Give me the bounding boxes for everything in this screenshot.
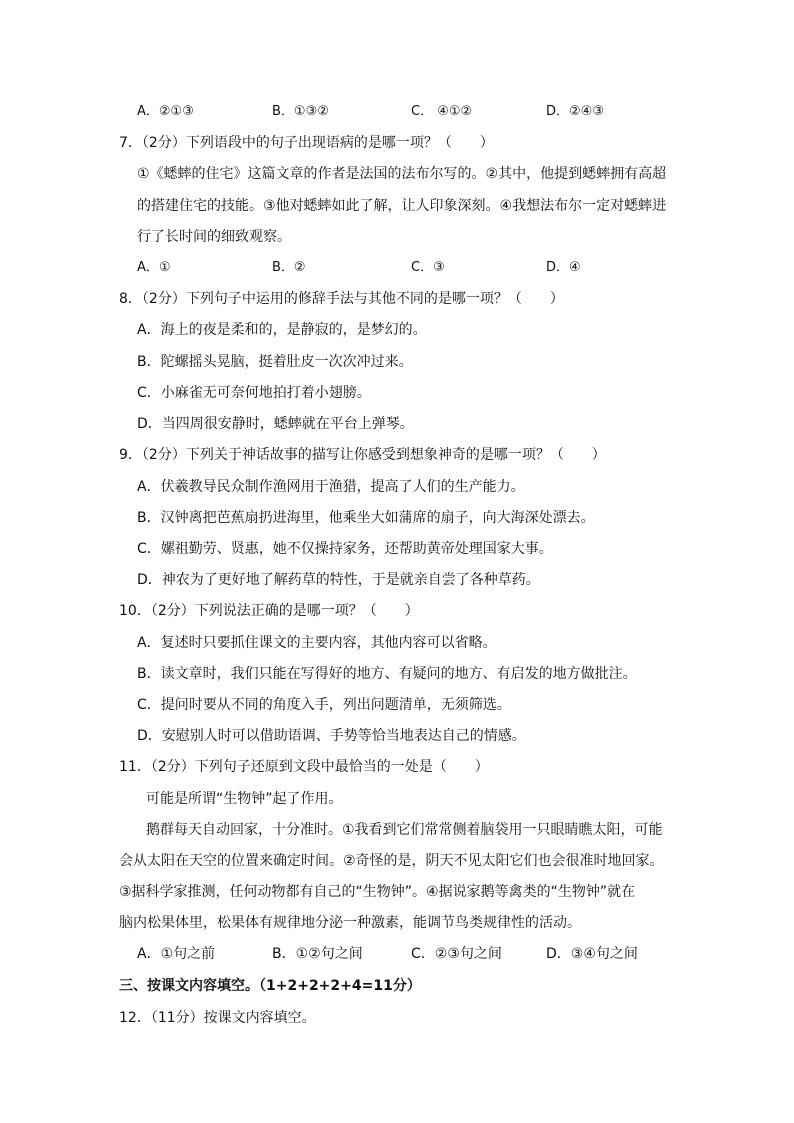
q7-option-c: C．③ — [411, 260, 445, 275]
q11-option-d: D．③④句之间 — [546, 946, 638, 962]
q6-option-c: C． ④①② — [411, 104, 473, 119]
q6-option-d: D．②④③ — [546, 104, 604, 119]
q6-option-b: B．①③② — [272, 104, 329, 119]
q10-option-d: D．安慰别人时可以借助语调、手势等恰当地表达自己的情感。 — [137, 728, 526, 744]
q7-passage-line-2: 的搭建住宅的技能。③他对蟋蟀如此了解，让人印象深刻。④我想法布尔一定对蟋蟀进 — [137, 198, 667, 214]
q11-passage-line-3: ③据科学家推测，任何动物都有自己的“生物钟”。④据说家鹅等禽类的“生物钟”就在 — [119, 884, 636, 900]
q9-option-c: C．嫘祖勤劳、贤惠，她不仅操持家务，还帮助黄帝处理国家大事。 — [137, 541, 553, 557]
section-3-heading: 三、按课文内容填空。（1+2+2+2+4=11分） — [119, 978, 421, 994]
q11-stem: 11．（2分）下列句子还原到文段中最恰当的一处是（ ） — [119, 759, 489, 775]
q9-option-a: A．伏羲教导民众制作渔网用于渔猎，提高了人们的生产能力。 — [137, 479, 525, 495]
q10-option-c: C．提问时要从不同的角度入手，列出问题清单，无须筛选。 — [137, 697, 511, 713]
q8-option-a: A．海上的夜是柔和的，是静寂的，是梦幻的。 — [137, 322, 427, 338]
q11-passage-line-2: 会从太阳在天空的位置来确定时间。②奇怪的是，阴天不见太阳它们也会很准时地回家。 — [119, 853, 664, 869]
q9-stem: 9．（2分）下列关于神话故事的描写让你感受到想象神奇的是哪一项？（ ） — [119, 447, 606, 463]
q12-stem: 12．（11分）按课文内容填空。 — [119, 1010, 316, 1026]
q6-option-a: A．②①③ — [137, 104, 194, 119]
q8-option-c: C．小麻雀无可奈何地拍打着小翅膀。 — [137, 385, 371, 401]
q7-option-b: B．② — [272, 260, 306, 275]
q10-stem: 10．（2分）下列说法正确的是哪一项？（ ） — [119, 603, 419, 619]
q7-passage-line-1: ①《蟋蟀的住宅》这篇文章的作者是法国的法布尔写的。②其中，他提到蟋蟀拥有高超 — [137, 166, 667, 182]
q11-option-a: A．①句之前 — [137, 946, 216, 962]
q7-option-d: D．④ — [546, 260, 581, 275]
q8-stem: 8．（2分）下列句子中运用的修辞手法与其他不同的是哪一项？（ ） — [119, 291, 564, 307]
q9-option-d: D．神农为了更好地了解药草的特性，于是就亲自尝了各种草药。 — [137, 572, 540, 588]
q7-option-a: A．① — [137, 260, 171, 275]
q11-passage-line-4: 脑内松果体里，松果体有规律地分泌一种激素，能调节鸟类规律性的活动。 — [119, 915, 581, 931]
q10-option-a: A．复述时只要抓住课文的主要内容，其他内容可以省略。 — [137, 635, 497, 651]
q8-option-b: B．陀螺摇头晃脑，挺着肚皮一次次冲过来。 — [137, 354, 413, 370]
q11-option-b: B．①②句之间 — [272, 946, 363, 962]
q11-passage-line-1: 鹅群每天自动回家，十分准时。①我看到它们常常侧着脑袋用一只眼睛瞧太阳，可能 — [146, 822, 663, 838]
q8-option-d: D．当四周很安静时，蟋蟀就在平台上弹琴。 — [137, 416, 414, 432]
q7-stem: 7．（2分）下列语段中的句子出现语病的是哪一项？（ ） — [119, 135, 494, 151]
q10-option-b: B．读文章时，我们只能在写得好的地方、有疑问的地方、有启发的地方做批注。 — [137, 666, 637, 682]
q7-passage-line-3: 行了长时间的细致观察。 — [137, 229, 291, 245]
q9-option-b: B．汉钟离把芭蕉扇扔进海里，他乘坐大如蒲席的扇子，向大海深处漂去。 — [137, 510, 595, 526]
q11-sentence: 可能是所谓“生物钟”起了作用。 — [146, 791, 343, 807]
q11-option-c: C．②③句之间 — [411, 946, 502, 962]
